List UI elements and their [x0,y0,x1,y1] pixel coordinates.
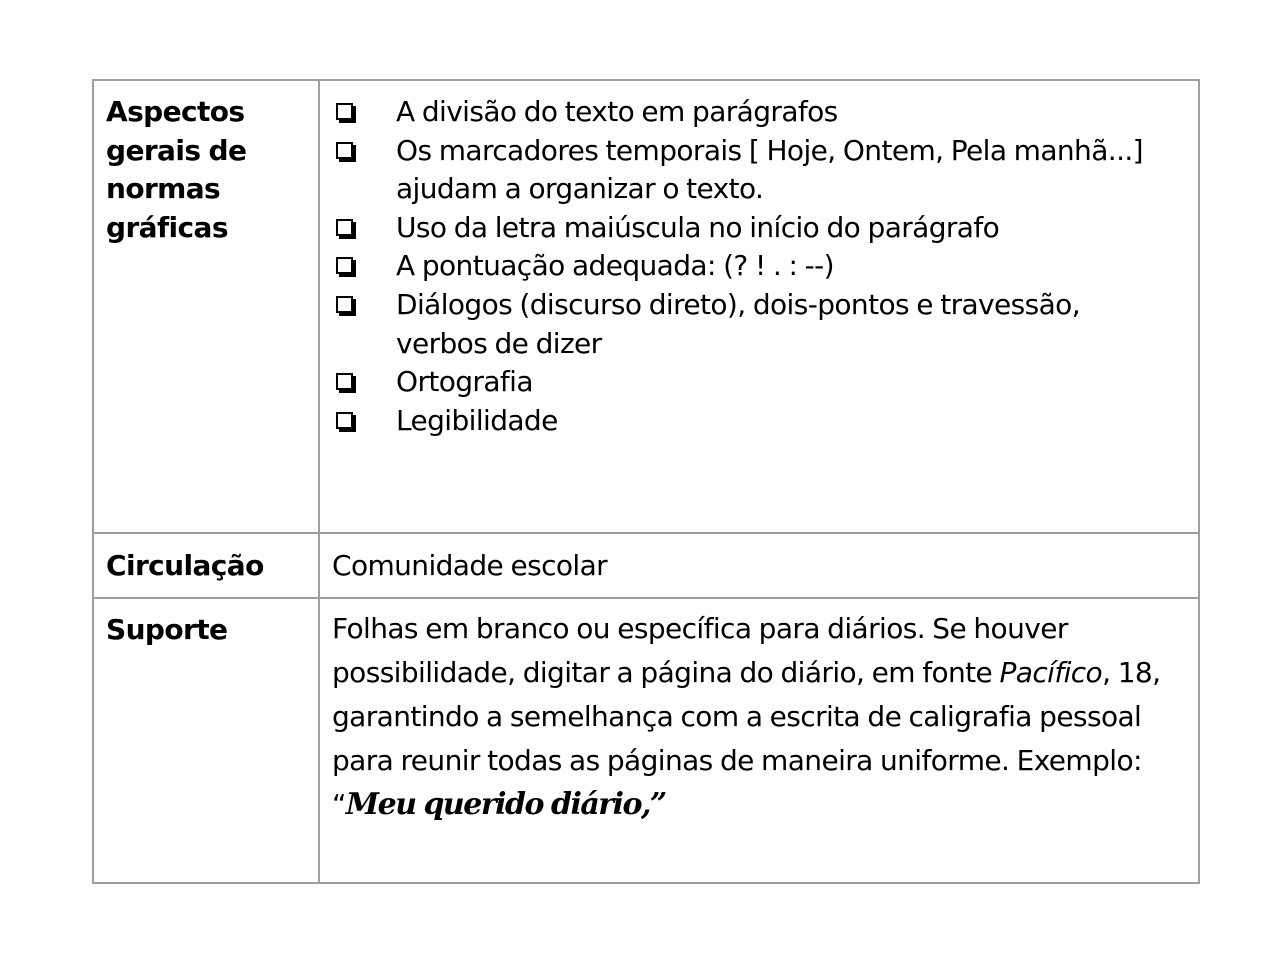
value-cell-circulacao [319,533,1199,598]
checklist-item [334,93,1178,132]
checklist-item-text: Ortografia [396,365,533,399]
script-example: Meu querido diário,” [345,787,666,822]
checklist-item-text: A pontuação adequada: (? ! . : --) [396,249,834,283]
label-cell-circulacao [93,533,319,598]
suporte-text-part2: , 18, garantindo a semelhança com a escrita de caligrafia pessoal para reunir todas as páginas de maneira uniforme. Exemplo: “ [332,656,1161,821]
row-circulacao [93,533,1199,598]
font-name: Pacífico [999,656,1103,689]
value-cell-suporte [319,598,1199,883]
row-label-circulacao: Circulação [106,549,264,582]
row-suporte [93,598,1199,883]
suporte-description [320,599,1198,827]
checklist-item-text: Diálogos (discurso direto), dois-pontos e travessão, verbos de dizer [396,287,1081,360]
checkbox-icon [336,296,353,313]
checkbox-icon [336,103,353,120]
checklist-item-text: Legibilidade [396,403,558,437]
value-cell-aspectos [319,80,1199,533]
row-aspectos-gerais [93,80,1199,533]
row-label-suporte: Suporte [106,613,228,646]
label-cell-suporte [93,598,319,883]
checklist-item [334,402,1178,441]
criteria-checklist [320,81,1198,440]
criteria-table [92,79,1200,884]
checklist-item-text: Os marcadores temporais [ Hoje, Ontem, Pela manhã...] ajudam a organizar o texto. [396,133,1143,206]
checkbox-icon [336,257,353,274]
checklist-item [334,363,1178,402]
checklist-item [334,132,1178,209]
checkbox-icon [336,412,353,429]
circulacao-value: Comunidade escolar [332,549,608,582]
row-label-aspectos: Aspectos gerais de normas gráficas [106,95,247,244]
checklist-item-text: A divisão do texto em parágrafos [396,95,838,128]
checkbox-icon [336,373,353,390]
checklist-item-text: Uso da letra maiúscula no início do parágrafo [396,210,1000,244]
suporte-text-part1: Folhas em branco ou específica para diários. Se houver possibilidade, digitar a página do diário, em fonte [332,612,1068,689]
checklist-item [334,286,1178,363]
label-cell-aspectos [93,80,319,533]
checkbox-icon [336,219,353,236]
checklist-item [334,247,1178,286]
checkbox-icon [336,142,353,159]
checklist-item [334,209,1178,248]
